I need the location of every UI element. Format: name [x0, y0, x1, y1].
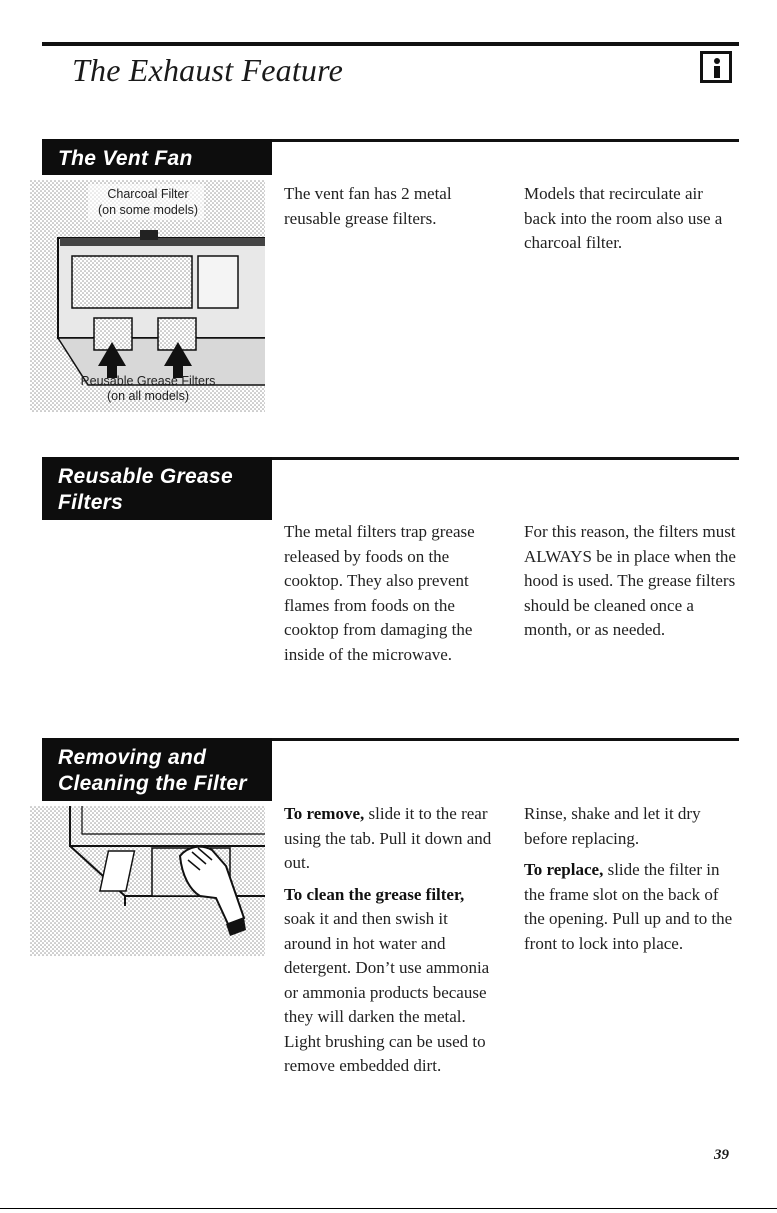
replace-body: slide the filter in the frame slot on the back of the opening. Pull up and to the front to lock into place. [524, 860, 733, 953]
section-heading-line: The Vent Fan [58, 147, 193, 170]
vent-fan-text-col1 [284, 182, 499, 238]
clean-lead: To clean the grease filter, [284, 884, 465, 904]
section-heading-vent-fan [42, 139, 272, 175]
grease-filters-label: Reusable Grease Filters [80, 374, 216, 388]
remove-lead: To remove, [284, 804, 365, 823]
bottom-rule [0, 1208, 777, 1209]
top-rule [42, 42, 739, 46]
control-panel [198, 256, 238, 308]
page-title: The Exhaust Feature [72, 52, 344, 88]
page-number: 39 [714, 1147, 729, 1163]
remove-body: slide it to the rear using the tab. Pull it down and out. [284, 804, 492, 872]
grease-filters-paragraph: For this reason, the filters must ALWAYS be in place when the hood is used. The grease filters should be cleaned once a month, or as needed. [524, 522, 736, 639]
microwave-window [72, 256, 192, 308]
charcoal-filter-tab [140, 230, 158, 240]
clean-body: soak it and then swish it around in hot water and detergent. Don’t use ammonia or ammonia products because they will darken the metal. Light brushing can be used to remove embedded dirt. [284, 909, 490, 1075]
clean-paragraph [284, 883, 499, 1079]
info-icon-dot [714, 58, 720, 64]
section-heading-line: Reusable Grease [58, 465, 233, 488]
section-rule-removing-cleaning [272, 738, 739, 741]
charcoal-filter-sublabel: (on some models) [97, 203, 199, 217]
section-rule-vent-fan [272, 139, 739, 142]
replace-paragraph [524, 858, 739, 956]
removing-text-col1 [284, 802, 499, 1086]
grease-filters-paragraph: The metal filters trap grease released by foods on the cooktop. They also prevent flames from foods on the cooktop from damaging the inside of the microwave. [284, 522, 475, 664]
vent-fan-text-col2 [524, 182, 739, 263]
section-rule-grease-filters [272, 457, 739, 460]
charcoal-filter-strip [60, 238, 265, 246]
rinse-paragraph: Rinse, shake and let it dry before replacing. [524, 804, 701, 848]
info-icon-bar [714, 66, 720, 78]
removing-text-col2 [524, 802, 739, 963]
remove-paragraph [284, 802, 499, 876]
vent-fan-illustration [30, 180, 265, 415]
filter-removal-illustration [30, 806, 265, 956]
section-heading-line: Filters [58, 491, 124, 514]
section-heading-grease-filters [42, 457, 272, 520]
vent-fan-paragraph: The vent fan has 2 metal reusable grease filters. [284, 184, 452, 228]
section-heading-removing-cleaning [42, 738, 272, 801]
info-icon [700, 51, 732, 83]
grease-filters-text-col1 [284, 520, 494, 674]
vent-fan-paragraph: Models that recirculate air back into the room also use a charcoal filter. [524, 184, 723, 252]
replace-lead: To replace, [524, 860, 604, 879]
grease-filters-sublabel: (on all models) [107, 389, 189, 403]
charcoal-filter-label: Charcoal Filter [107, 187, 189, 201]
section-heading-line: Cleaning the Filter [58, 772, 247, 795]
section-heading-line: Removing and [58, 746, 207, 769]
grease-filters-text-col2 [524, 520, 739, 650]
